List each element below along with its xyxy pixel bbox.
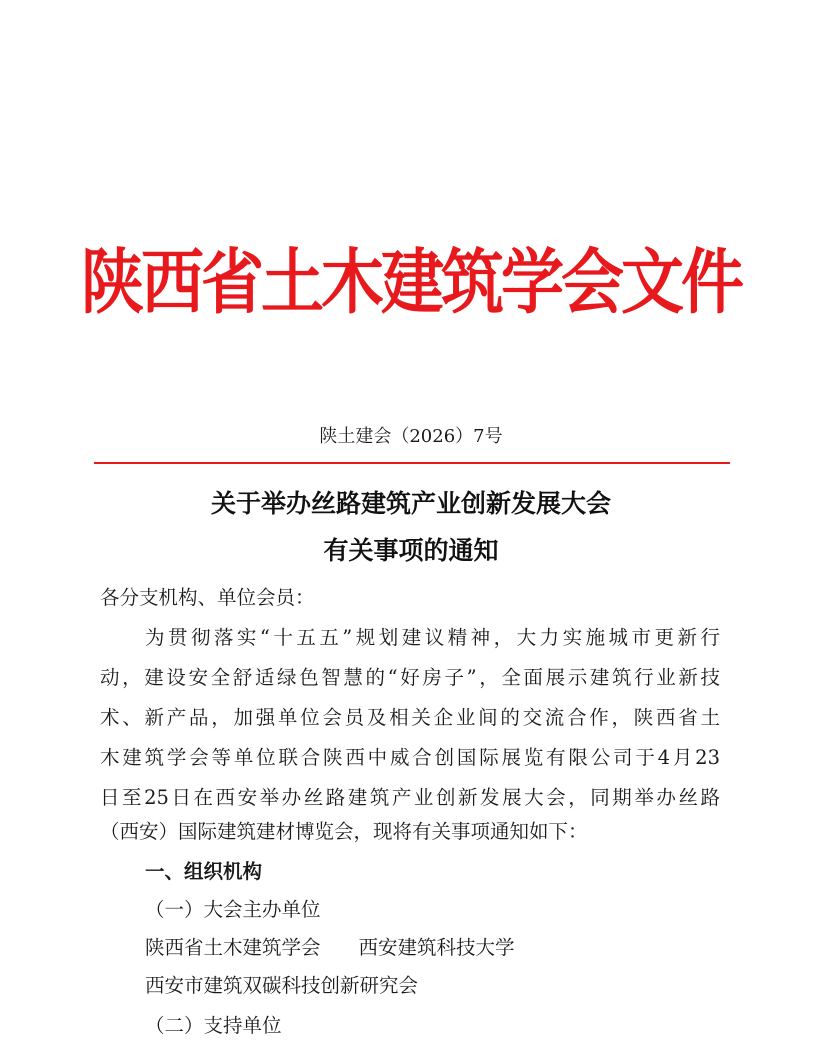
salutation: 各分支机构、单位会员： <box>100 586 315 609</box>
subsection-support-units: （二）支持单位 <box>145 1014 282 1037</box>
subsection-host-units: （一）大会主办单位 <box>145 898 321 921</box>
body-line-5: 日至25日在西安举办丝路建筑产业创新发展大会，同期举办丝路 <box>100 786 720 809</box>
notice-title-line-1: 关于举办丝路建筑产业创新发展大会 <box>210 489 611 518</box>
body-line-4: 木建筑学会等单位联合陕西中威合创国际展览有限公司于4月23 <box>100 746 720 769</box>
red-divider-line <box>94 462 730 464</box>
host-unit-c: 西安市建筑双碳科技创新研究会 <box>145 974 419 997</box>
body-line-6: （西安）国际建筑建材博览会，现将有关事项通知如下： <box>100 820 588 843</box>
document-number: 陕土建会（2026）7号 <box>319 426 503 447</box>
host-unit-a: 陕西省土木建筑学会 <box>145 936 321 959</box>
body-line-1: 为贯彻落实“十五五”规划建议精神，大力实施城市更新行 <box>145 626 720 649</box>
masthead-title: 陕西省土木建筑学会文件 <box>81 241 741 324</box>
notice-title-line-2: 有关事项的通知 <box>323 536 499 565</box>
host-unit-b: 西安建筑科技大学 <box>358 936 515 959</box>
body-line-2: 动，建设安全舒适绿色智慧的“好房子”，全面展示建筑行业新技 <box>100 666 720 689</box>
host-units-row <box>145 934 720 962</box>
section-heading-organization: 一、组织机构 <box>145 860 263 883</box>
body-line-3: 术、新产品，加强单位会员及相关企业间的交流合作，陕西省土 <box>100 706 720 729</box>
